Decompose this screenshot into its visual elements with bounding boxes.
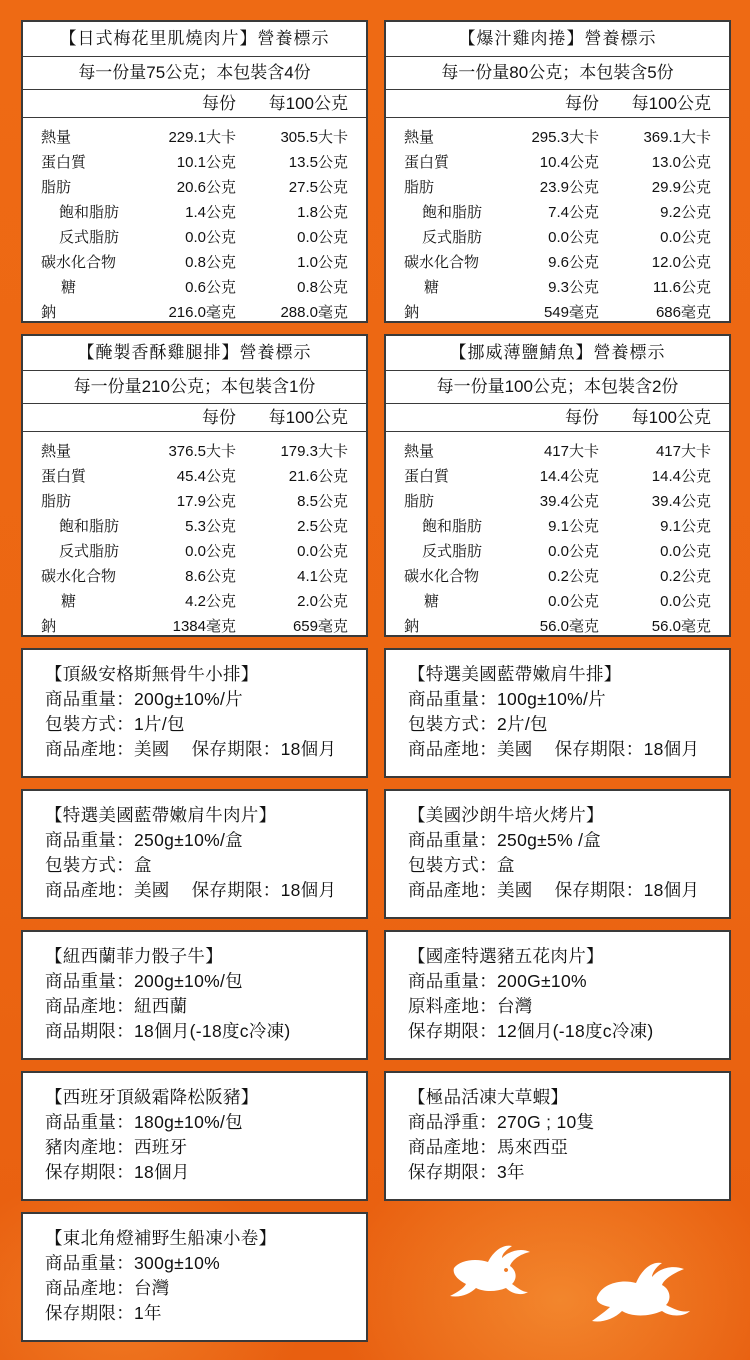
product-detail: 商品期限：18個月(-18度c冷凍)	[45, 1021, 291, 1041]
nutrient-label: 碳水化合物	[404, 568, 480, 585]
nutrition-row	[386, 250, 729, 275]
nutrition-panel	[384, 334, 731, 637]
value-per-100g: 0.0公克	[660, 593, 711, 610]
value-per-100g: 8.5公克	[297, 493, 348, 510]
nutrition-row	[386, 589, 729, 614]
nutrient-label: 蛋白質	[41, 154, 87, 171]
nutrient-label: 脂肪	[404, 179, 435, 196]
value-per-serving: 14.4公克	[539, 468, 599, 485]
nutrition-row	[386, 175, 729, 200]
value-per-serving: 229.1大卡	[168, 129, 236, 146]
value-per-serving: 5.3公克	[185, 518, 236, 535]
value-per-100g: 2.0公克	[297, 593, 348, 610]
value-per-serving: 17.9公克	[176, 493, 236, 510]
nutrient-label: 糖	[424, 593, 440, 610]
nutrition-row	[386, 150, 729, 175]
nutrition-row	[386, 300, 729, 325]
product-shelf-life: 保存期限：18個月	[554, 880, 700, 900]
nutrient-label: 反式脂肪	[422, 543, 483, 560]
nutrition-row	[386, 200, 729, 225]
value-per-serving: 549毫克	[543, 304, 599, 321]
nutrition-row	[386, 464, 729, 489]
value-per-100g: 9.1公克	[660, 518, 711, 535]
nutrient-label: 蛋白質	[404, 154, 450, 171]
value-per-100g: 39.4公克	[651, 493, 711, 510]
value-per-100g: 4.1公克	[297, 568, 348, 585]
value-per-100g: 1.8公克	[297, 204, 348, 221]
nutrient-label: 反式脂肪	[422, 229, 483, 246]
rabbit-icon	[446, 1240, 536, 1300]
product-name: 【極品活凍大草蝦】	[408, 1087, 569, 1107]
value-per-100g: 2.5公克	[297, 518, 348, 535]
nutrition-row	[386, 275, 729, 300]
product-origin: 商品產地：美國	[408, 880, 533, 900]
nutrition-row	[23, 539, 366, 564]
value-per-serving: 0.0公克	[548, 229, 599, 246]
value-per-serving: 376.5大卡	[168, 443, 236, 460]
product-info-panel	[21, 789, 368, 919]
product-name: 【特選美國藍帶嫩肩牛排】	[408, 664, 622, 684]
value-per-serving: 295.3大卡	[531, 129, 599, 146]
value-per-100g: 14.4公克	[651, 468, 711, 485]
column-header	[23, 404, 366, 432]
value-per-100g: 0.2公克	[660, 568, 711, 585]
product-origin-shelf-life	[45, 737, 366, 762]
nutrient-label: 熱量	[404, 129, 435, 146]
product-shelf-life: 保存期限：18個月	[554, 739, 700, 759]
nutrient-label: 碳水化合物	[404, 254, 480, 271]
product-name: 【美國沙朗牛培火烤片】	[408, 805, 604, 825]
nutrition-row	[23, 250, 366, 275]
value-per-100g: 21.6公克	[288, 468, 348, 485]
product-detail: 商品重量：200g±10%/包	[45, 971, 243, 991]
nutrition-title: 【挪威薄鹽鯖魚】營養標示	[386, 336, 729, 371]
product-detail: 保存期限：3年	[408, 1162, 525, 1182]
nutrition-row	[23, 439, 366, 464]
product-info-panel	[21, 930, 368, 1060]
product-shelf-life: 保存期限：18個月	[191, 880, 337, 900]
product-detail: 商品產地：馬來西亞	[408, 1137, 569, 1157]
product-origin: 商品產地：美國	[45, 739, 170, 759]
product-shelf-life: 保存期限：18個月	[191, 739, 337, 759]
value-per-serving: 9.3公克	[548, 279, 599, 296]
nutrition-row	[23, 464, 366, 489]
product-detail: 商品重量：180g±10%/包	[45, 1112, 243, 1132]
value-per-serving: 0.0公克	[185, 229, 236, 246]
value-per-serving: 45.4公克	[176, 468, 236, 485]
value-per-serving: 8.6公克	[185, 568, 236, 585]
product-detail: 商品重量：250g±10%/盒	[45, 830, 243, 850]
product-name: 【特選美國藍帶嫩肩牛肉片】	[45, 805, 277, 825]
column-per-serving: 每份	[202, 408, 236, 427]
product-origin-shelf-life	[45, 878, 366, 903]
value-per-serving: 0.8公克	[185, 254, 236, 271]
value-per-serving: 20.6公克	[176, 179, 236, 196]
value-per-serving: 10.4公克	[539, 154, 599, 171]
product-origin-shelf-life	[408, 878, 729, 903]
value-per-serving: 0.0公克	[548, 543, 599, 560]
nutrient-label: 反式脂肪	[59, 229, 120, 246]
value-per-100g: 13.0公克	[651, 154, 711, 171]
nutrient-label: 糖	[61, 279, 77, 296]
product-detail: 商品產地：紐西蘭	[45, 996, 188, 1016]
nutrient-label: 蛋白質	[404, 468, 450, 485]
product-detail: 商品重量：200g±10%/片	[45, 689, 243, 709]
column-per-100g: 每100公克	[268, 94, 348, 113]
product-detail: 原料產地：台灣	[408, 996, 533, 1016]
column-header	[386, 404, 729, 432]
nutrient-label: 碳水化合物	[41, 254, 117, 271]
nutrient-label: 飽和脂肪	[422, 518, 483, 535]
nutrition-panel	[21, 334, 368, 637]
nutrient-label: 脂肪	[404, 493, 435, 510]
value-per-serving: 39.4公克	[539, 493, 599, 510]
nutrition-row	[23, 175, 366, 200]
value-per-100g: 0.0公克	[297, 229, 348, 246]
nutrient-label: 鈉	[41, 304, 57, 321]
value-per-serving: 10.1公克	[176, 154, 236, 171]
column-header	[23, 90, 366, 118]
rabbit-icon	[588, 1255, 700, 1327]
product-detail: 豬肉產地：西班牙	[45, 1137, 188, 1157]
product-origin: 商品產地：美國	[45, 880, 170, 900]
nutrition-row	[386, 125, 729, 150]
value-per-100g: 56.0毫克	[651, 618, 711, 635]
nutrient-label: 鈉	[404, 618, 420, 635]
nutrition-row	[23, 275, 366, 300]
nutrient-label: 熱量	[404, 443, 435, 460]
nutrition-title: 【爆汁雞肉捲】營養標示	[386, 22, 729, 57]
nutrient-label: 脂肪	[41, 179, 72, 196]
serving-size: 每一份量80公克；本包裝含5份	[386, 57, 729, 90]
nutrient-label: 熱量	[41, 443, 72, 460]
value-per-100g: 659毫克	[292, 618, 348, 635]
nutrient-label: 鈉	[41, 618, 57, 635]
product-detail: 商品重量：100g±10%/片	[408, 689, 606, 709]
nutrient-label: 糖	[61, 593, 77, 610]
value-per-serving: 0.6公克	[185, 279, 236, 296]
product-detail: 保存期限：12個月(-18度c冷凍)	[408, 1021, 654, 1041]
value-per-serving: 9.6公克	[548, 254, 599, 271]
nutrition-title: 【醃製香酥雞腿排】營養標示	[23, 336, 366, 371]
product-name: 【國產特選豬五花肉片】	[408, 946, 604, 966]
column-per-serving: 每份	[565, 408, 599, 427]
nutrition-row	[23, 489, 366, 514]
nutrition-rows	[386, 118, 729, 325]
product-info-panel	[21, 1212, 368, 1342]
nutrient-label: 飽和脂肪	[422, 204, 483, 221]
nutrient-label: 飽和脂肪	[59, 204, 120, 221]
value-per-serving: 417大卡	[543, 443, 599, 460]
product-info-panel	[21, 1071, 368, 1201]
nutrient-label: 鈉	[404, 304, 420, 321]
column-per-100g: 每100公克	[631, 94, 711, 113]
value-per-serving: 1.4公克	[185, 204, 236, 221]
product-info-panel	[384, 789, 731, 919]
nutrition-row	[386, 514, 729, 539]
product-name: 【西班牙頂級霜降松阪豬】	[45, 1087, 259, 1107]
value-per-serving: 7.4公克	[548, 204, 599, 221]
nutrition-row	[386, 564, 729, 589]
nutrition-row	[386, 539, 729, 564]
nutrition-row	[23, 614, 366, 639]
product-name: 【東北角燈補野生船凍小卷】	[45, 1228, 277, 1248]
serving-size: 每一份量100公克；本包裝含2份	[386, 371, 729, 404]
product-detail: 商品產地：台灣	[45, 1278, 170, 1298]
product-detail: 包裝方式：1片/包	[45, 714, 185, 734]
value-per-serving: 9.1公克	[548, 518, 599, 535]
value-per-100g: 179.3大卡	[280, 443, 348, 460]
product-origin: 商品產地：美國	[408, 739, 533, 759]
product-detail: 商品淨重：270G ; 10隻	[408, 1112, 595, 1132]
value-per-100g: 11.6公克	[652, 279, 711, 296]
value-per-serving: 0.0公克	[185, 543, 236, 560]
value-per-serving: 56.0毫克	[539, 618, 599, 635]
value-per-100g: 27.5公克	[288, 179, 348, 196]
nutrient-label: 蛋白質	[41, 468, 87, 485]
value-per-100g: 12.0公克	[651, 254, 711, 271]
column-per-100g: 每100公克	[631, 408, 711, 427]
column-per-serving: 每份	[202, 94, 236, 113]
nutrient-label: 反式脂肪	[59, 543, 120, 560]
value-per-serving: 4.2公克	[185, 593, 236, 610]
value-per-serving: 216.0毫克	[168, 304, 236, 321]
nutrient-label: 脂肪	[41, 493, 72, 510]
nutrition-row	[23, 225, 366, 250]
nutrition-title: 【日式梅花里肌燒肉片】營養標示	[23, 22, 366, 57]
product-detail: 商品重量：250g±5% /盒	[408, 830, 602, 850]
nutrition-rows	[386, 432, 729, 639]
nutrition-row	[23, 125, 366, 150]
nutrition-row	[23, 200, 366, 225]
value-per-serving: 23.9公克	[539, 179, 599, 196]
nutrition-panel	[384, 20, 731, 323]
product-name: 【頂級安格斯無骨牛小排】	[45, 664, 259, 684]
value-per-100g: 0.8公克	[297, 279, 348, 296]
value-per-100g: 0.0公克	[297, 543, 348, 560]
product-detail: 保存期限：1年	[45, 1303, 162, 1323]
value-per-serving: 0.2公克	[548, 568, 599, 585]
nutrition-row	[386, 225, 729, 250]
serving-size: 每一份量210公克；本包裝含1份	[23, 371, 366, 404]
value-per-serving: 1384毫克	[172, 618, 236, 635]
value-per-100g: 305.5大卡	[280, 129, 348, 146]
nutrient-label: 糖	[424, 279, 440, 296]
nutrition-row	[23, 564, 366, 589]
nutrition-row	[23, 300, 366, 325]
product-detail: 商品重量：200G±10%	[408, 971, 587, 991]
value-per-100g: 1.0公克	[297, 254, 348, 271]
serving-size: 每一份量75公克；本包裝含4份	[23, 57, 366, 90]
product-origin-shelf-life	[408, 737, 729, 762]
column-header	[386, 90, 729, 118]
nutrition-row	[386, 489, 729, 514]
nutrition-row	[23, 589, 366, 614]
value-per-100g: 0.0公克	[660, 229, 711, 246]
value-per-100g: 369.1大卡	[643, 129, 711, 146]
product-detail: 包裝方式：盒	[45, 855, 152, 875]
product-name: 【紐西蘭菲力骰子牛】	[45, 946, 223, 966]
nutrition-row	[386, 439, 729, 464]
column-per-100g: 每100公克	[268, 408, 348, 427]
nutrient-label: 碳水化合物	[41, 568, 117, 585]
value-per-100g: 686毫克	[655, 304, 711, 321]
product-info-panel	[384, 1071, 731, 1201]
nutrient-label: 飽和脂肪	[59, 518, 120, 535]
nutrition-rows	[23, 118, 366, 325]
value-per-100g: 29.9公克	[651, 179, 711, 196]
nutrition-panel	[21, 20, 368, 323]
nutrition-row	[23, 514, 366, 539]
product-detail: 包裝方式：2片/包	[408, 714, 548, 734]
product-info-panel	[384, 648, 731, 778]
value-per-serving: 0.0公克	[548, 593, 599, 610]
value-per-100g: 288.0毫克	[280, 304, 348, 321]
product-detail: 商品重量：300g±10%	[45, 1253, 220, 1273]
product-detail: 包裝方式：盒	[408, 855, 515, 875]
product-info-panel	[21, 648, 368, 778]
value-per-100g: 13.5公克	[288, 154, 348, 171]
product-detail: 保存期限：18個月	[45, 1162, 190, 1182]
nutrient-label: 熱量	[41, 129, 72, 146]
value-per-100g: 417大卡	[655, 443, 711, 460]
nutrition-row	[23, 150, 366, 175]
column-per-serving: 每份	[565, 94, 599, 113]
nutrition-rows	[23, 432, 366, 639]
product-info-panel	[384, 930, 731, 1060]
value-per-100g: 9.2公克	[660, 204, 711, 221]
nutrition-row	[386, 614, 729, 639]
value-per-100g: 0.0公克	[660, 543, 711, 560]
